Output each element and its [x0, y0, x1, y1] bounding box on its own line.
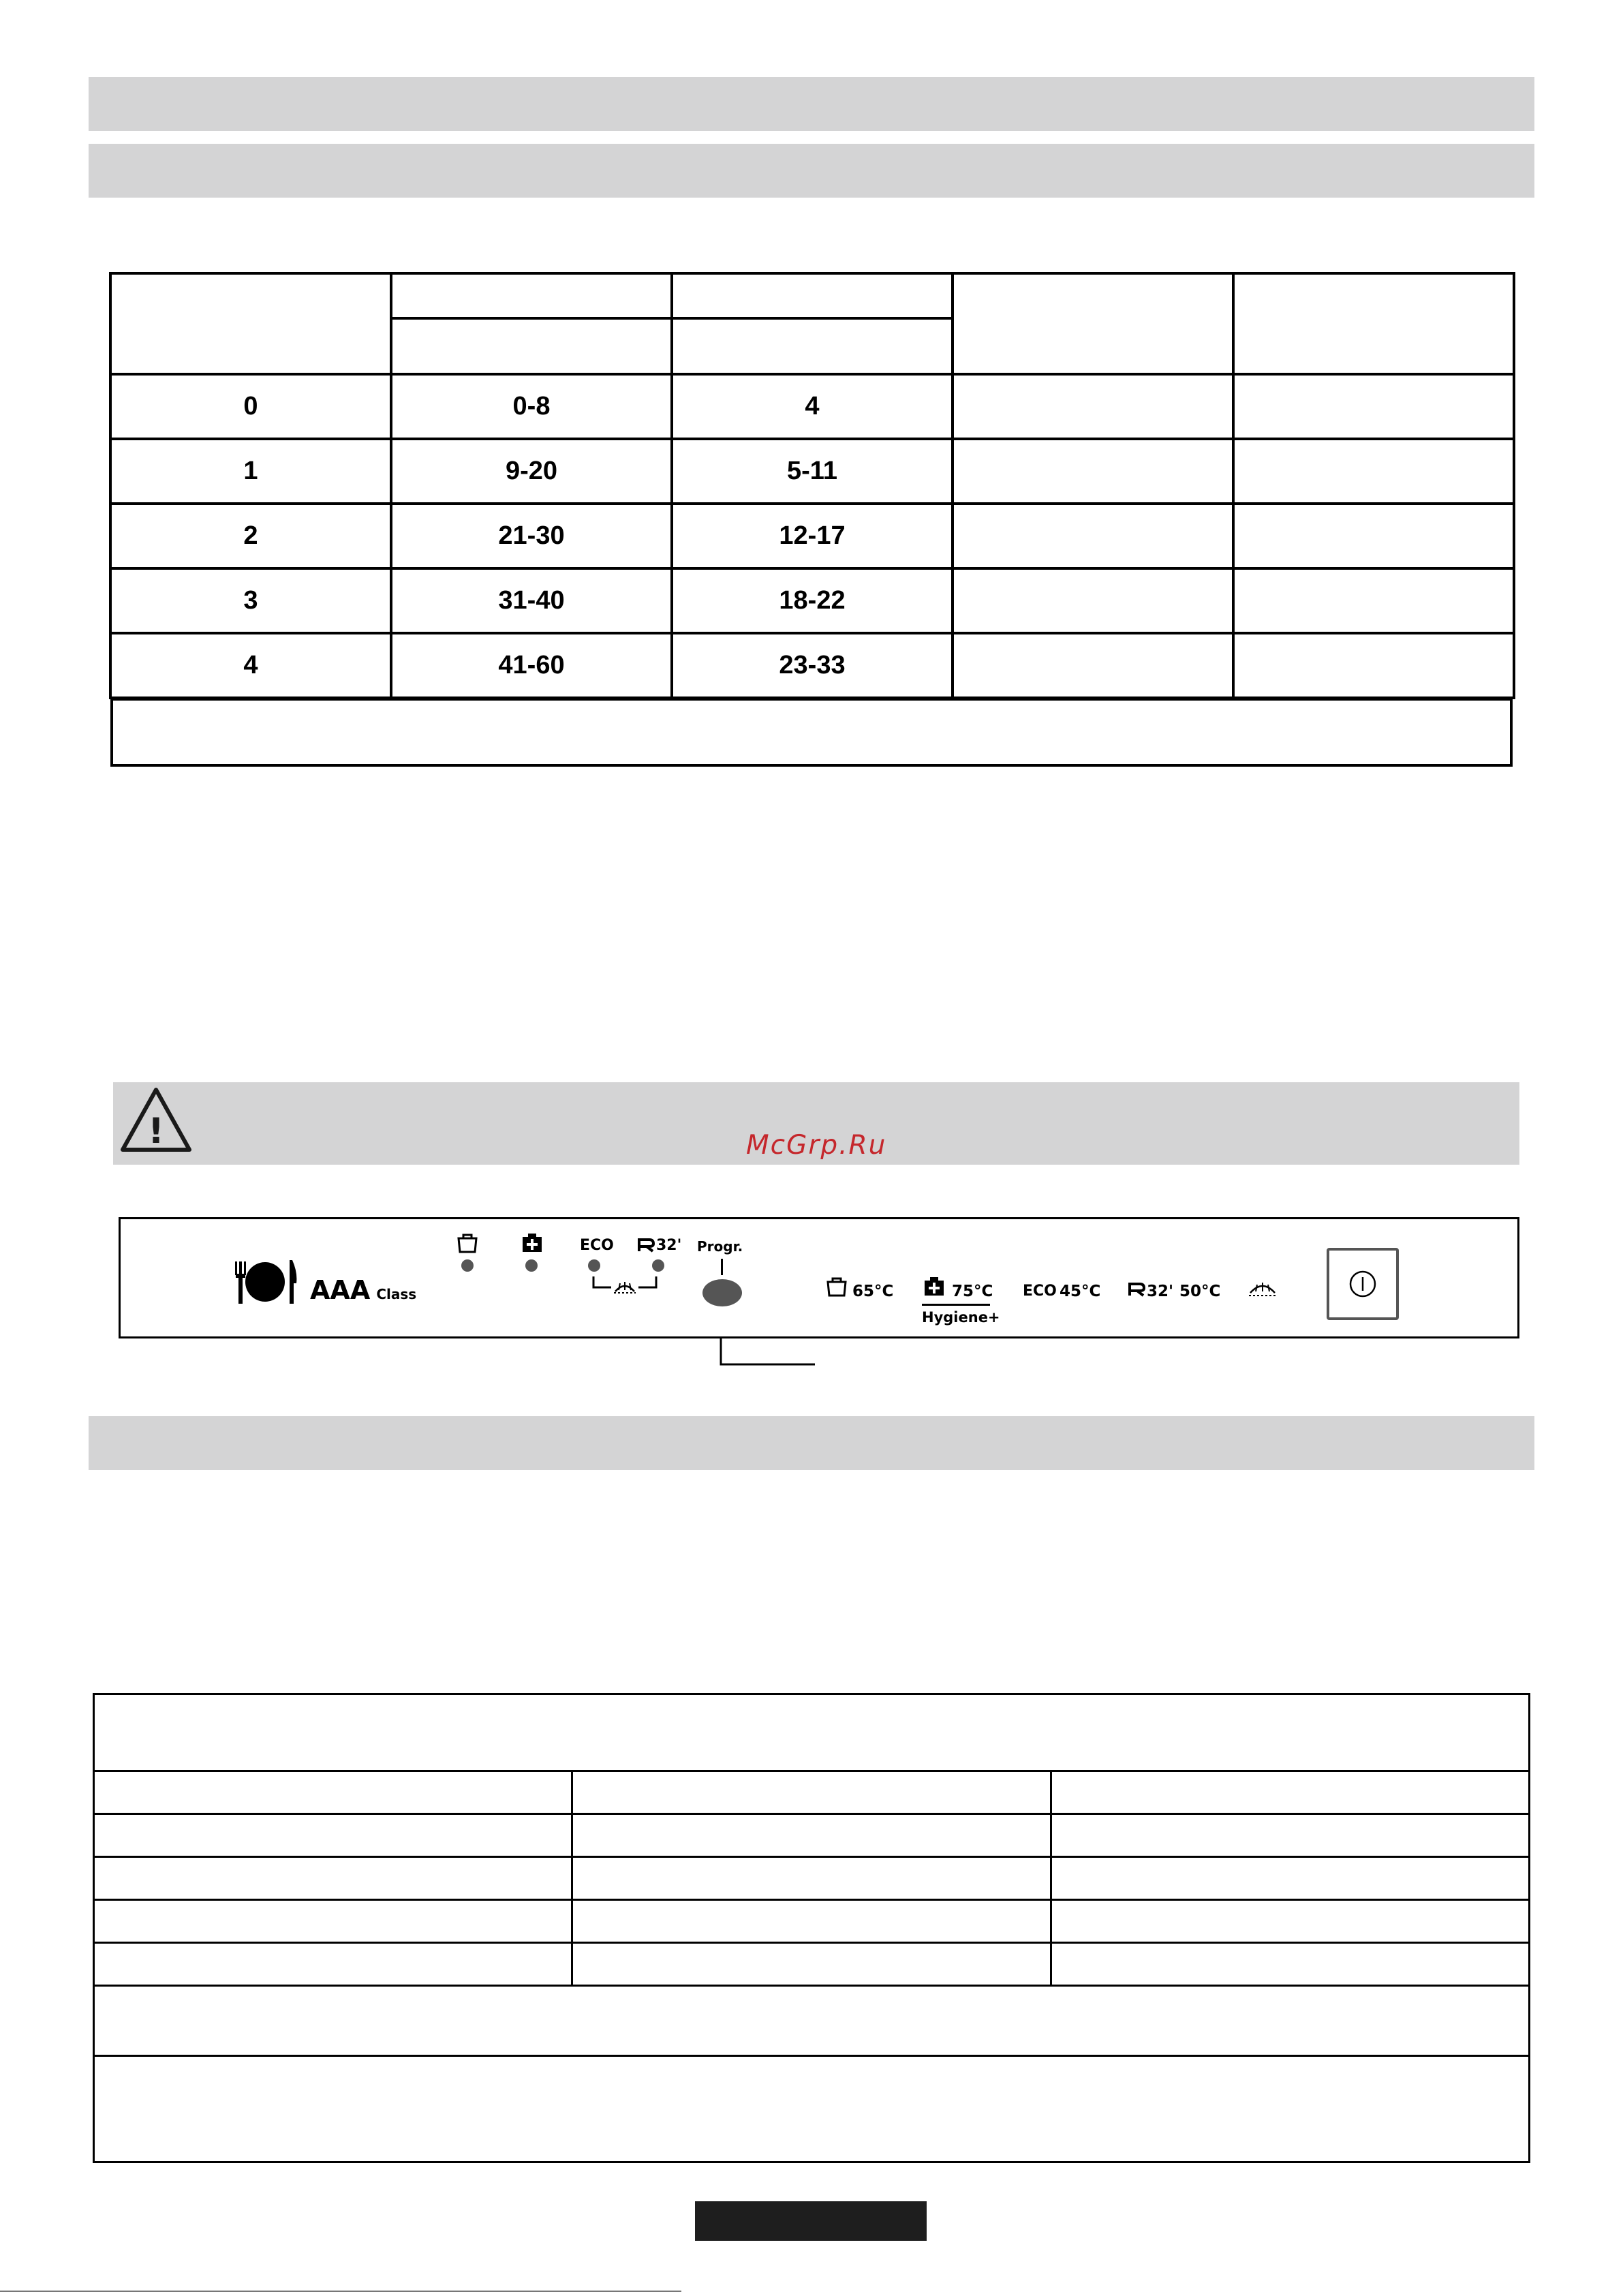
table-cell [94, 1900, 572, 1943]
svg-text:!: ! [148, 1111, 164, 1152]
empty-cell [1233, 439, 1514, 504]
header-cell [953, 273, 1233, 374]
table-cell [94, 1814, 572, 1857]
table-cell [572, 1943, 1051, 1986]
rapid-led-label: 32' [656, 1237, 682, 1254]
prewash-spray-icon [1246, 1278, 1279, 1300]
table-row [110, 568, 1514, 633]
progr-tick [721, 1259, 723, 1275]
table-row [110, 504, 1514, 568]
intensive-led [461, 1259, 474, 1272]
control-panel [119, 1217, 1519, 1338]
callout-line [715, 1338, 818, 1374]
table-cell [1051, 1943, 1529, 1986]
rapid-temp-label: 50°C [1179, 1283, 1221, 1300]
eco-led-label: ECO [580, 1237, 614, 1254]
german-degree-cell: 21-30 [391, 504, 672, 568]
table-cell [1051, 1900, 1529, 1943]
header-cell [391, 318, 672, 374]
empty-cell [1233, 504, 1514, 568]
program-select-button[interactable] [702, 1279, 742, 1306]
empty-cell [1233, 633, 1514, 698]
level-cell: 3 [110, 568, 391, 633]
intensive-pot-icon [456, 1233, 479, 1253]
energy-class-sub: Class [376, 1286, 417, 1302]
table-cell [1051, 1857, 1529, 1900]
note-box [110, 698, 1513, 767]
page-number-block [695, 2201, 927, 2241]
header-cell [672, 273, 953, 318]
header-cell [1233, 273, 1514, 374]
header-cell [672, 318, 953, 374]
progr-label: Progr. [697, 1238, 743, 1255]
table-cell [572, 1857, 1051, 1900]
header-bar-2 [89, 144, 1534, 198]
water-hardness-table [109, 272, 1515, 699]
header-bar-1 [89, 77, 1534, 131]
table-row [94, 1943, 1530, 1986]
bottom-rule [0, 2291, 681, 2292]
table-cell [572, 1771, 1051, 1814]
empty-cell [953, 374, 1233, 439]
empty-cell [953, 633, 1233, 698]
table-row [110, 439, 1514, 504]
table-cell [572, 1900, 1051, 1943]
hygiene-underline [922, 1304, 990, 1306]
energy-class-main: AAA [310, 1275, 371, 1305]
rapid-led [652, 1259, 664, 1272]
table-cell [572, 1814, 1051, 1857]
table-row [110, 633, 1514, 698]
header-cell [110, 273, 391, 374]
table-note-cell [94, 1986, 1530, 2056]
empty-cell [1233, 568, 1514, 633]
table-caption-cell [94, 1694, 1530, 1771]
warning-triangle-icon [119, 1086, 194, 1154]
level-cell: 1 [110, 439, 391, 504]
level-cell: 0 [110, 374, 391, 439]
power-icon [1348, 1270, 1377, 1298]
energy-class-label [310, 1275, 416, 1305]
german-degree-cell: 0-8 [391, 374, 672, 439]
rapid-programme-icon [1128, 1282, 1145, 1297]
table-row [94, 1900, 1530, 1943]
mmol-cell: 5-11 [672, 439, 953, 504]
hygiene-led [525, 1259, 538, 1272]
programme-data-table [93, 1693, 1530, 2163]
tableware-icon [232, 1256, 300, 1306]
section-bar [89, 1416, 1534, 1470]
watermark-text: McGrp.Ru [746, 1130, 887, 1161]
eco-programme-label: ECO [1023, 1283, 1057, 1300]
table-cell [94, 1943, 572, 1986]
intensive-temp-label: 65°C [852, 1283, 894, 1300]
header-cell [391, 273, 672, 318]
table-row [94, 1814, 1530, 1857]
eco-temp-label: 45°C [1060, 1283, 1101, 1300]
bracket-spray-icon [587, 1274, 663, 1301]
german-degree-cell: 9-20 [391, 439, 672, 504]
table-cell [1051, 1814, 1529, 1857]
mmol-cell: 23-33 [672, 633, 953, 698]
hygiene-programme-icon [922, 1275, 946, 1297]
empty-cell [953, 439, 1233, 504]
table-cell [1051, 1771, 1529, 1814]
table-row [110, 374, 1514, 439]
german-degree-cell: 31-40 [391, 568, 672, 633]
level-cell: 2 [110, 504, 391, 568]
power-button[interactable] [1327, 1248, 1399, 1320]
hygiene-temp-label: 75°C [952, 1283, 993, 1300]
intensive-programme-icon [825, 1276, 848, 1297]
level-cell: 4 [110, 633, 391, 698]
table-cell [94, 1857, 572, 1900]
table-row [94, 1857, 1530, 1900]
empty-cell [953, 504, 1233, 568]
eco-led [588, 1259, 600, 1272]
table-row [94, 1771, 1530, 1814]
empty-cell [1233, 374, 1514, 439]
rapid-programme-label: 32' [1147, 1283, 1174, 1300]
german-degree-cell: 41-60 [391, 633, 672, 698]
mmol-cell: 4 [672, 374, 953, 439]
mmol-cell: 12-17 [672, 504, 953, 568]
mmol-cell: 18-22 [672, 568, 953, 633]
table-cell [94, 1771, 572, 1814]
rapid-icon [637, 1238, 655, 1253]
table-note-cell [94, 2056, 1530, 2162]
hygiene-pot-icon [520, 1231, 544, 1253]
hygiene-label: Hygiene+ [922, 1309, 1000, 1326]
empty-cell [953, 568, 1233, 633]
